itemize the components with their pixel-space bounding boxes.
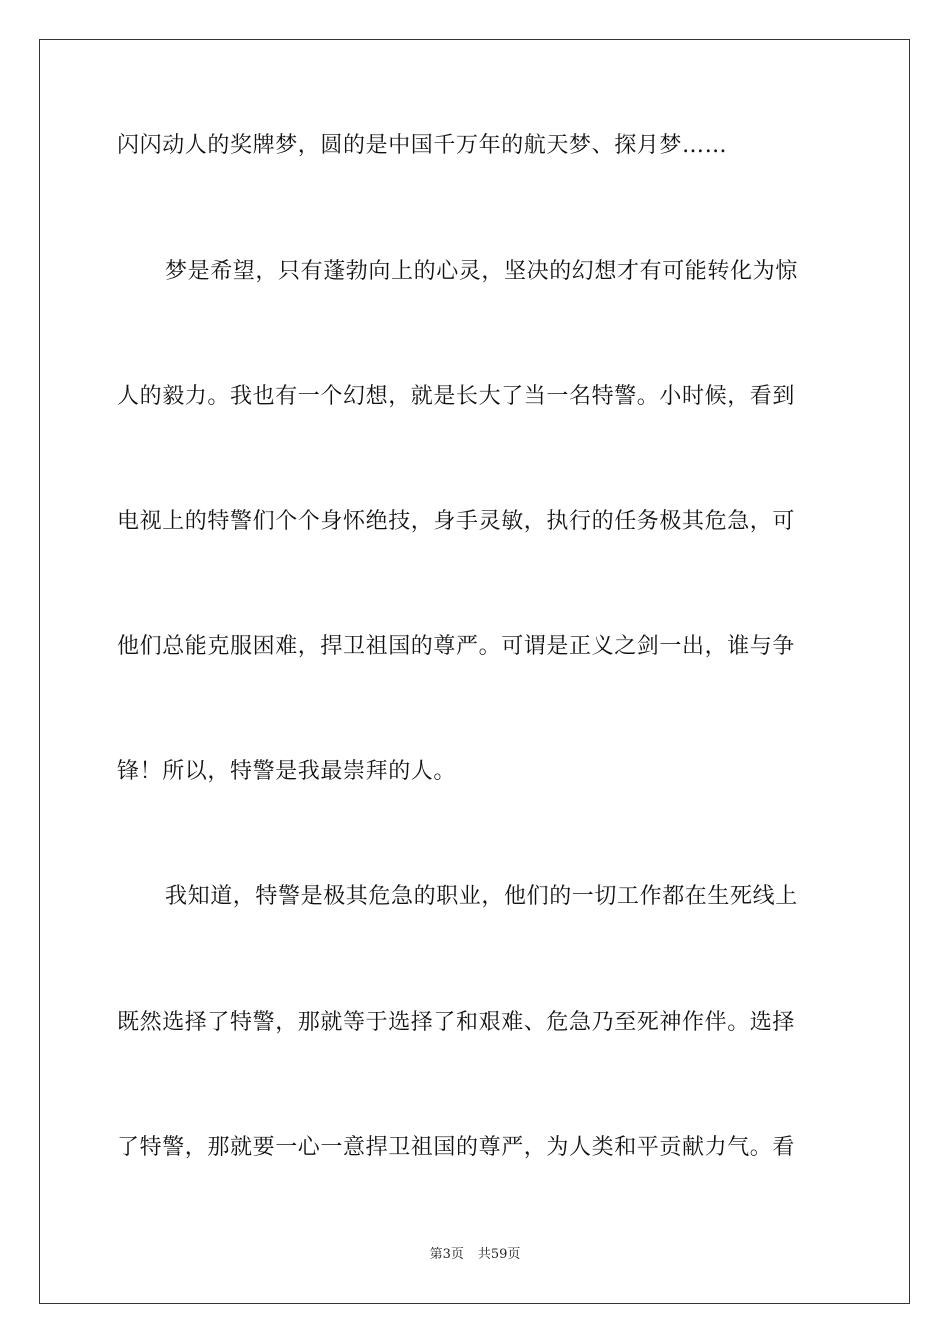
text-line: 既然选择了特警，那就等于选择了和艰难、危急乃至死神作伴。选择 — [117, 1010, 796, 1035]
text-line: 梦是希望，只有蓬勃向上的心灵，坚决的幻想才有可能转化为惊 — [165, 259, 798, 284]
text-line: 电视上的特警们个个身怀绝技，身手灵敏，执行的任务极其危急，可 — [117, 509, 796, 534]
page-frame — [39, 39, 910, 1304]
text-line: 闪闪动人的奖牌梦，圆的是中国千万年的航天梦、探月梦…… — [117, 133, 728, 158]
text-line: 我知道，特警是极其危急的职业，他们的一切工作都在生死线上 — [165, 884, 798, 909]
text-line: 了特警，那就要一心一意捍卫祖国的尊严，为人类和平贡献力气。看 — [117, 1135, 796, 1160]
page-total: 共59页 — [477, 1247, 521, 1262]
text-line: 他们总能克服困难，捍卫祖国的尊严。可谓是正义之剑一出，谁与争 — [117, 634, 796, 659]
page-footer — [0, 1246, 950, 1264]
page-number: 第3页 — [429, 1247, 464, 1262]
text-line: 人的毅力。我也有一个幻想，就是长大了当一名特警。小时候，看到 — [117, 384, 796, 409]
text-line: 锋！所以，特警是我最崇拜的人。 — [117, 759, 457, 784]
